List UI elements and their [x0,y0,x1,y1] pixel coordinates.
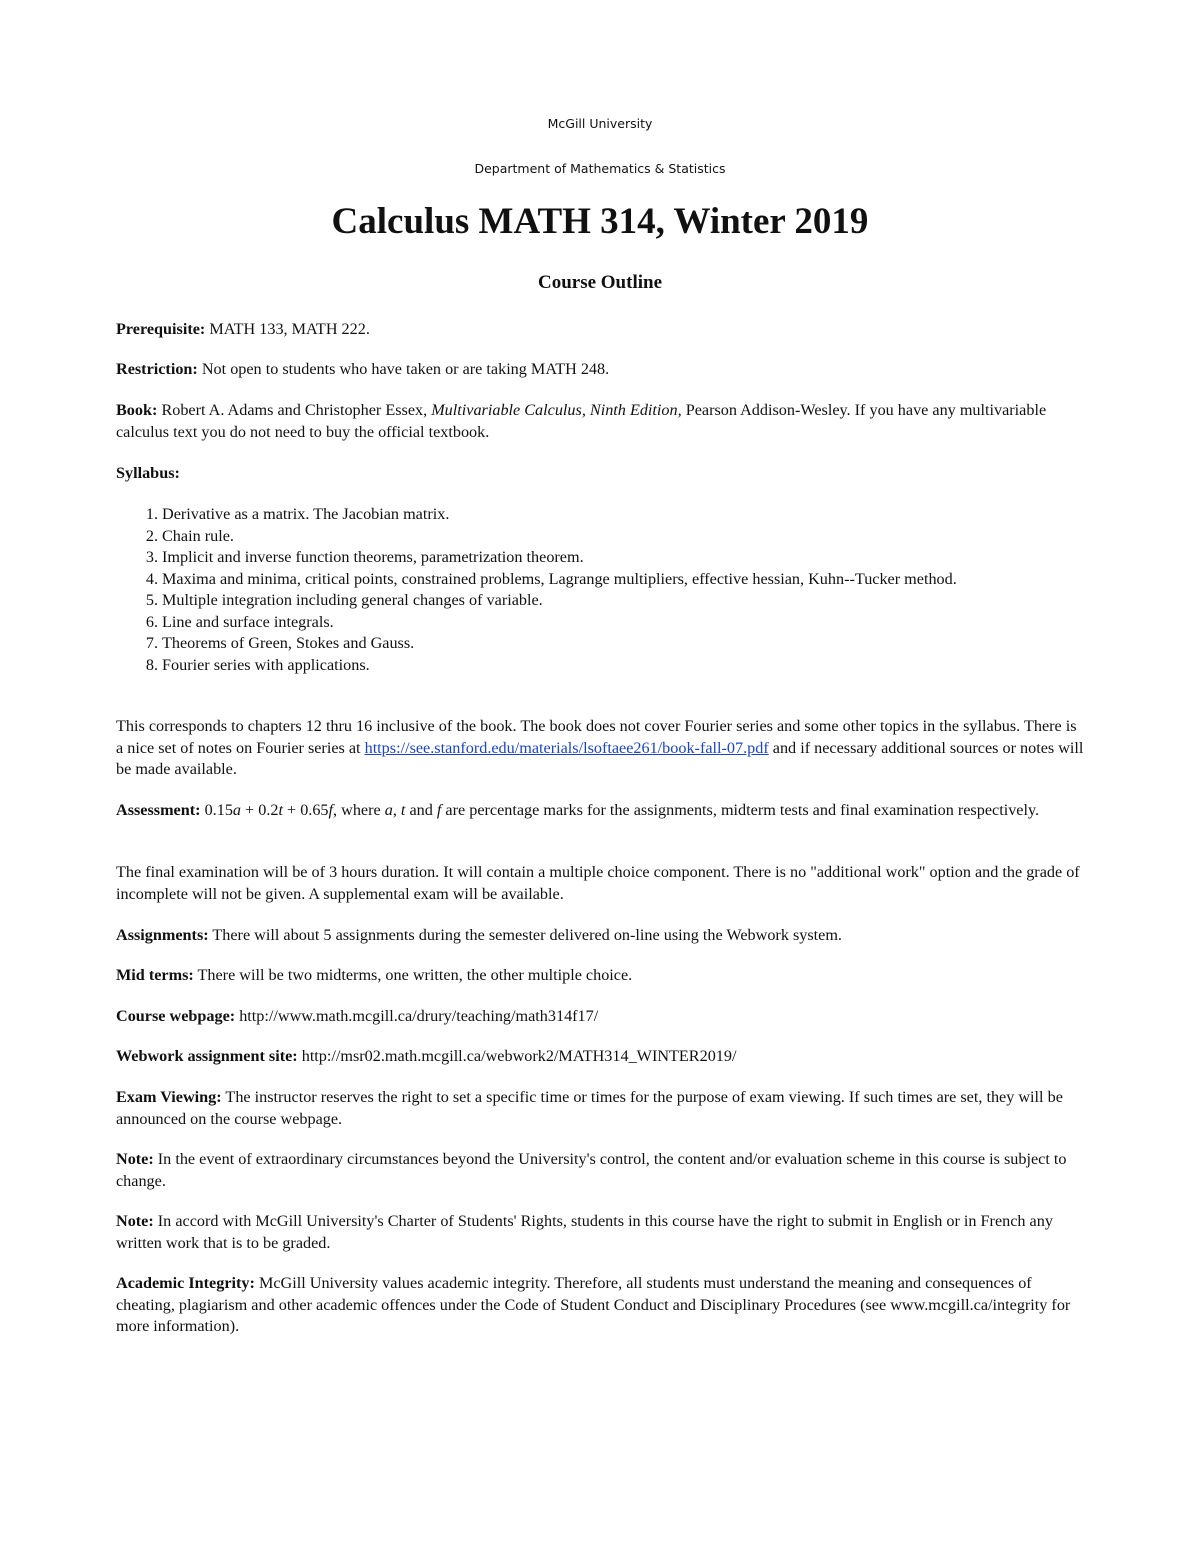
assessment-paragraph [116,800,1084,822]
book-paragraph [116,400,1084,443]
note-paragraph [116,1211,1084,1254]
academic-integrity-label: Academic Integrity: [116,1274,255,1292]
academic-integrity-paragraph [116,1273,1084,1338]
prerequisite-text: MATH 133, MATH 222. [205,320,370,338]
note-paragraph [116,1149,1084,1192]
assignments-label: Assignments: [116,926,209,944]
note-label: Note: [116,1212,154,1230]
chapters-text-after: and if necessary additional sources or notes will be made available. [116,738,1084,778]
syllabus-label: Syllabus: [116,464,180,482]
list-item-text: Fourier series with applications. [162,655,370,674]
course-outline-heading: Course Outline [537,272,663,293]
university-name: McGill University [547,116,653,131]
list-item [116,633,1084,655]
list-item-number: 1. [145,505,158,523]
assessment-variable: t [278,801,283,819]
list-item [116,590,1084,612]
list-item-number: 6. [145,612,158,631]
assessment-variable: f [328,801,334,819]
list-item-number: 2. [145,526,158,545]
course-webpage-label: Course webpage: [116,1007,236,1025]
assessment-formula: + 0.2 [241,801,279,819]
exam-viewing-label: Exam Viewing: [116,1088,222,1106]
chapters-text-before: This corresponds to chapters 12 thru 16 inclusive of the book. The book does not cover Fourier series and some other topics in the syllabus. There is a nice set of notes on Fourier series at [116,717,1077,757]
list-item [116,655,1084,677]
list-item [116,547,1084,569]
list-item-text: Line and surface integrals. [162,612,334,631]
syllabus-list [116,504,1084,676]
assessment-text: , where [333,801,385,819]
syllabus-heading [116,463,1084,485]
assessment-text: are percentage marks for the assignments, midterm tests and final examination respectively. [441,801,1040,819]
restriction-paragraph [116,359,1084,381]
assessment-variable: f [436,801,442,819]
exam-viewing-text: The instructor reserves the right to set a specific time or times for the purpose of exam viewing. If such times are set, they will be announced on the course webpage. [116,1088,1063,1128]
list-item [116,612,1084,634]
final-exam-paragraph [116,862,1084,905]
note-label: Note: [116,1150,154,1168]
list-item-text: Chain rule. [162,526,234,545]
list-item [116,569,1084,591]
book-text-after: Pearson Addison-Wesley. If you have any multivariable calculus text you do not need to buy the official textbook. [116,401,1047,441]
list-item-number: 5. [145,591,158,609]
department-name: Department of Mathematics & Statistics [474,161,726,176]
final-exam-text: The final examination will be of 3 hours duration. It will contain a multiple choice component. There is no "additional work" option and the grade of incomplete will not be given. A supplemental exam will be available. [116,863,1080,903]
list-item-number: 8. [145,655,158,674]
assessment-formula: + 0.65 [282,801,329,819]
midterms-text: There will be two midterms, one written, the other multiple choice. [193,966,633,984]
assessment-variable: a [384,801,393,819]
assessment-text: , [392,801,401,819]
academic-integrity-text: McGill University values academic integrity. Therefore, all students must understand the meaning and consequences of cheating, plagiarism and other academic offences under the Code of Student Conduct and Disciplinary Procedures (see www.mcgill.ca/integrity for more information). [116,1274,1071,1335]
list-item-number: 3. [145,548,158,566]
course-webpage-url: http://www.math.mcgill.ca/drury/teaching/math314f17/ [235,1007,599,1025]
midterms-label: Mid terms: [116,966,194,984]
midterms-paragraph [116,965,1084,987]
exam-viewing-paragraph [116,1087,1084,1130]
assessment-text: and [405,801,437,819]
prerequisite-paragraph [116,319,1084,341]
list-item-number: 4. [145,569,158,588]
assessment-formula: 0.15 [200,801,233,819]
assessment-label: Assessment: [116,801,201,819]
assessment-variable: a [232,801,241,819]
fourier-notes-link[interactable]: https://see.stanford.edu/materials/lsoftaee261/book-fall-07.pdf [364,738,769,757]
course-title: Calculus MATH 314, Winter 2019 [331,201,869,242]
list-item-text: Derivative as a matrix. The Jacobian matrix. [162,505,450,523]
webwork-site-label: Webwork assignment site: [116,1047,298,1065]
restriction-text: Not open to students who have taken or are taking MATH 248. [197,360,610,378]
book-text-before: Robert A. Adams and Christopher Essex, [157,401,432,419]
course-webpage-paragraph [116,1006,1084,1028]
assignments-text: There will about 5 assignments during the semester delivered on-line using the Webwork system. [208,926,842,944]
restriction-label: Restriction: [116,360,198,378]
chapters-paragraph [116,716,1084,781]
assignments-paragraph [116,925,1084,947]
webwork-site-paragraph [116,1046,1084,1068]
list-item-number: 7. [145,634,158,652]
book-label: Book: [116,401,158,419]
list-item-text: Implicit and inverse function theorems, parametrization theorem. [162,548,584,566]
list-item [116,526,1084,548]
list-item-text: Theorems of Green, Stokes and Gauss. [162,634,415,652]
note-text: In the event of extraordinary circumstances beyond the University's control, the content and/or evaluation scheme in this course is subject to change. [116,1150,1067,1190]
list-item-text: Maxima and minima, critical points, constrained problems, Lagrange multipliers, effective hessian, Kuhn--Tucker method. [162,569,957,588]
note-text: In accord with McGill University's Charter of Students' Rights, students in this course have the right to submit in English or in French any written work that is to be graded. [116,1212,1053,1252]
assessment-variable: t [400,801,406,819]
list-item [116,504,1084,526]
webwork-site-url: http://msr02.math.mcgill.ca/webwork2/MATH314_WINTER2019/ [297,1047,737,1065]
book-title: Multivariable Calculus, Ninth Edition, [431,401,682,419]
list-item-text: Multiple integration including general changes of variable. [162,591,543,609]
prerequisite-label: Prerequisite: [116,320,206,338]
